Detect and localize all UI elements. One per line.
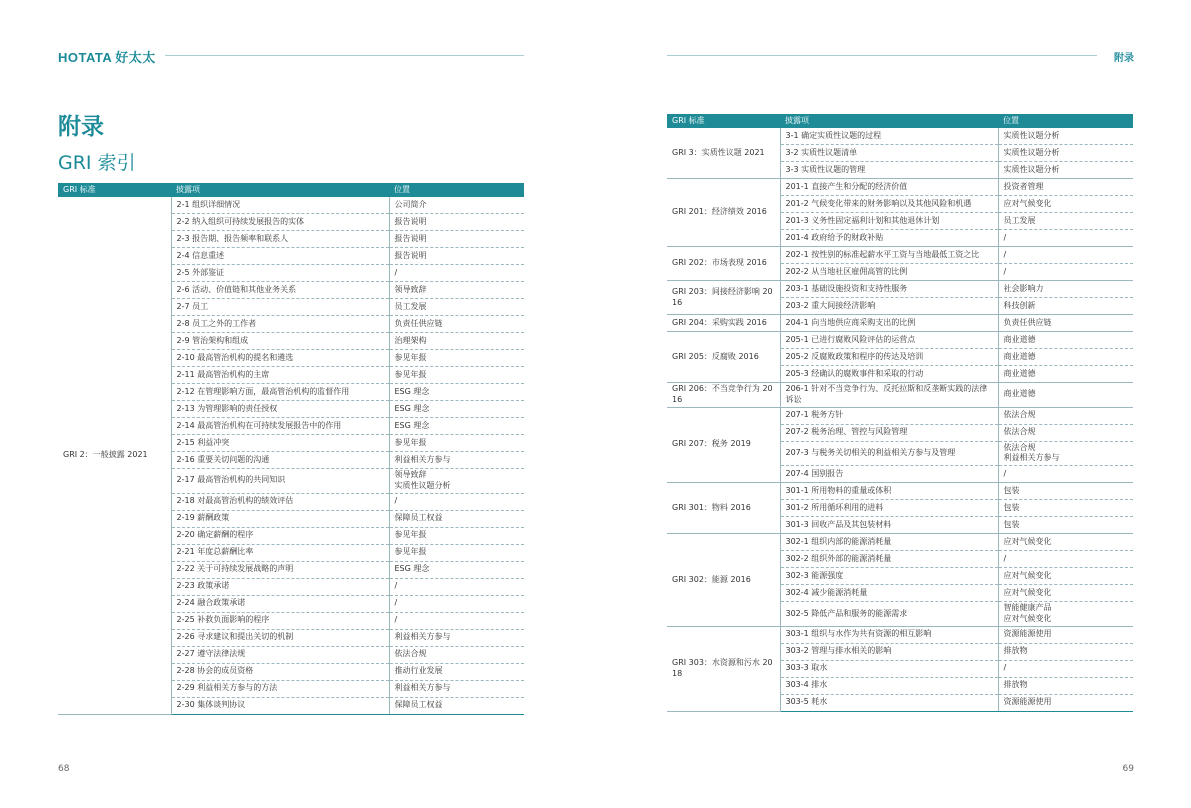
- column-header-disclosure: 披露项: [780, 114, 998, 128]
- disclosure-cell: 205-3 经确认的腐败事件和采取的行动: [780, 366, 998, 383]
- location-cell: 排放物: [998, 643, 1133, 660]
- location-cell: 负责任供应链: [389, 316, 524, 333]
- disclosure-cell: 207-2 税务治理、管控与风险管理: [780, 424, 998, 441]
- location-cell: 依法合规: [998, 424, 1133, 441]
- location-cell: 包装: [998, 517, 1133, 534]
- column-header-standard: GRI 标准: [58, 183, 171, 197]
- disclosure-cell: 302-2 组织外部的能源消耗量: [780, 551, 998, 568]
- location-cell: 利益相关方参与: [389, 680, 524, 697]
- location-cell: ESG 理念: [389, 401, 524, 418]
- table-row: [667, 483, 1133, 500]
- disclosure-cell: 302-1 组织内部的能源消耗量: [780, 534, 998, 551]
- disclosure-cell: 2-19 薪酬政策: [171, 510, 389, 527]
- standard-cell: GRI 206：不当竞争行为 2016: [667, 383, 780, 408]
- disclosure-cell: 2-15 利益冲突: [171, 435, 389, 452]
- disclosure-cell: 2-30 集体谈判协议: [171, 697, 389, 714]
- location-cell: /: [998, 247, 1133, 264]
- location-cell: 实质性议题分析: [998, 128, 1133, 145]
- location-cell: 商业道德: [998, 383, 1133, 408]
- disclosure-cell: 204-1 向当地供应商采购支出的比例: [780, 315, 998, 332]
- location-cell: 应对气候变化: [998, 534, 1133, 551]
- location-cell: 利益相关方参与: [389, 629, 524, 646]
- location-cell: 参见年报: [389, 435, 524, 452]
- gri-index-table-right: [667, 114, 1133, 712]
- column-header-standard: GRI 标准: [667, 114, 780, 128]
- disclosure-cell: 301-2 所用循环利用的进料: [780, 500, 998, 517]
- disclosure-cell: 2-7 员工: [171, 299, 389, 316]
- table-row: [58, 197, 524, 214]
- logo-cn: 好太太: [115, 50, 156, 65]
- location-cell: /: [998, 466, 1133, 483]
- location-cell: /: [998, 551, 1133, 568]
- disclosure-cell: 202-2 从当地社区雇佣高管的比例: [780, 264, 998, 281]
- page-title: 附录: [58, 114, 104, 140]
- location-cell: 包装: [998, 483, 1133, 500]
- disclosure-cell: 207-3 与税务关切相关的利益相关方参与及管理: [780, 441, 998, 466]
- disclosure-cell: 2-20 确定薪酬的程序: [171, 527, 389, 544]
- location-cell: 实质性议题分析: [998, 162, 1133, 179]
- disclosure-cell: 303-4 排水: [780, 677, 998, 694]
- location-cell: /: [998, 230, 1133, 247]
- disclosure-cell: 203-1 基础设施投资和支持性服务: [780, 281, 998, 298]
- location-cell: 智能健康产品 应对气候变化: [998, 602, 1133, 627]
- location-cell: /: [389, 612, 524, 629]
- disclosure-cell: 2-1 组织详细情况: [171, 197, 389, 214]
- location-cell: 依法合规: [389, 646, 524, 663]
- table-row: [667, 128, 1133, 145]
- disclosure-cell: 3-2 实质性议题清单: [780, 145, 998, 162]
- disclosure-cell: 2-6 活动、价值链和其他业务关系: [171, 282, 389, 299]
- location-cell: 应对气候变化: [998, 585, 1133, 602]
- disclosure-cell: 302-4 减少能源消耗量: [780, 585, 998, 602]
- column-header-disclosure: 披露项: [171, 183, 389, 197]
- disclosure-cell: 207-4 国别报告: [780, 466, 998, 483]
- location-cell: 科技创新: [998, 298, 1133, 315]
- location-cell: 商业道德: [998, 332, 1133, 349]
- standard-cell: GRI 207：税务 2019: [667, 407, 780, 483]
- location-cell: /: [389, 595, 524, 612]
- location-cell: 报告说明: [389, 231, 524, 248]
- disclosure-cell: 2-25 补救负面影响的程序: [171, 612, 389, 629]
- standard-cell: GRI 303：水资源和污水 2018: [667, 626, 780, 711]
- table-row: [667, 626, 1133, 643]
- standard-cell: GRI 302：能源 2016: [667, 534, 780, 627]
- disclosure-cell: 2-10 最高管治机构的提名和遴选: [171, 350, 389, 367]
- disclosure-cell: 206-1 针对不当竞争行为、反托拉斯和反垄断实践的法律诉讼: [780, 383, 998, 408]
- location-cell: 参见年报: [389, 527, 524, 544]
- standard-cell: GRI 301：物料 2016: [667, 483, 780, 534]
- disclosure-cell: 2-2 纳入组织可持续发展报告的实体: [171, 214, 389, 231]
- standard-cell: GRI 3：实质性议题 2021: [667, 128, 780, 179]
- disclosure-cell: 2-9 管治架构和组成: [171, 333, 389, 350]
- disclosure-cell: 2-26 寻求建议和提出关切的机制: [171, 629, 389, 646]
- location-cell: 报告说明: [389, 214, 524, 231]
- standard-cell: GRI 202：市场表现 2016: [667, 247, 780, 281]
- disclosure-cell: 2-5 外部鉴证: [171, 265, 389, 282]
- standard-cell: GRI 205：反腐败 2016: [667, 332, 780, 383]
- disclosure-cell: 2-14 最高管治机构在可持续发展报告中的作用: [171, 418, 389, 435]
- disclosure-cell: 2-29 利益相关方参与的方法: [171, 680, 389, 697]
- page-number-right: 69: [1122, 764, 1134, 774]
- location-cell: 公司简介: [389, 197, 524, 214]
- brand-logo: [58, 47, 156, 66]
- disclosure-cell: 2-18 对最高管治机构的绩效评估: [171, 493, 389, 510]
- disclosure-cell: 303-1 组织与水作为共有资源的相互影响: [780, 626, 998, 643]
- location-cell: 参见年报: [389, 350, 524, 367]
- standard-cell: GRI 201：经济绩效 2016: [667, 179, 780, 247]
- disclosure-cell: 302-5 降低产品和服务的能源需求: [780, 602, 998, 627]
- disclosure-cell: 3-1 确定实质性议题的过程: [780, 128, 998, 145]
- location-cell: 商业道德: [998, 349, 1133, 366]
- table-row: [667, 534, 1133, 551]
- disclosure-cell: 2-24 融合政策承诺: [171, 595, 389, 612]
- location-cell: 包装: [998, 500, 1133, 517]
- disclosure-cell: 2-27 遵守法律法规: [171, 646, 389, 663]
- location-cell: ESG 理念: [389, 418, 524, 435]
- location-cell: /: [389, 265, 524, 282]
- table-row: [667, 247, 1133, 264]
- disclosure-cell: 2-23 政策承诺: [171, 578, 389, 595]
- disclosure-cell: 301-1 所用物料的重量或体积: [780, 483, 998, 500]
- disclosure-cell: 2-17 最高管治机构的共同知识: [171, 469, 389, 494]
- location-cell: 参见年报: [389, 367, 524, 384]
- disclosure-cell: 205-2 反腐败政策和程序的传达及培训: [780, 349, 998, 366]
- location-cell: 依法合规 利益相关方参与: [998, 441, 1133, 466]
- table-row: [667, 332, 1133, 349]
- location-cell: 领导致辞 实质性议题分析: [389, 469, 524, 494]
- location-cell: 排放物: [998, 677, 1133, 694]
- location-cell: 参见年报: [389, 544, 524, 561]
- location-cell: 应对气候变化: [998, 568, 1133, 585]
- location-cell: /: [998, 264, 1133, 281]
- disclosure-cell: 2-12 在管理影响方面，最高管治机构的监督作用: [171, 384, 389, 401]
- section-label: 附录: [1114, 53, 1134, 64]
- disclosure-cell: 2-22 关于可持续发展战略的声明: [171, 561, 389, 578]
- location-cell: 应对气候变化: [998, 196, 1133, 213]
- location-cell: 利益相关方参与: [389, 452, 524, 469]
- disclosure-cell: 201-4 政府给予的财政补贴: [780, 230, 998, 247]
- location-cell: 保障员工权益: [389, 510, 524, 527]
- location-cell: 投资者管理: [998, 179, 1133, 196]
- location-cell: 报告说明: [389, 248, 524, 265]
- disclosure-cell: 201-3 义务性固定福利计划和其他退休计划: [780, 213, 998, 230]
- location-cell: 保障员工权益: [389, 697, 524, 714]
- location-cell: 员工发展: [389, 299, 524, 316]
- location-cell: 资源能源使用: [998, 694, 1133, 711]
- table-header-row: [667, 114, 1133, 128]
- location-cell: 依法合规: [998, 407, 1133, 424]
- logo-latin: HOTATA: [58, 50, 113, 65]
- disclosure-cell: 2-4 信息重述: [171, 248, 389, 265]
- header-rule-left: [165, 55, 524, 56]
- column-header-location: 位置: [389, 183, 524, 197]
- location-cell: 商业道德: [998, 366, 1133, 383]
- table-header-row: [58, 183, 524, 197]
- standard-cell: GRI 2：一般披露 2021: [58, 197, 171, 714]
- location-cell: /: [389, 493, 524, 510]
- location-cell: 社会影响力: [998, 281, 1133, 298]
- disclosure-cell: 3-3 实质性议题的管理: [780, 162, 998, 179]
- disclosure-cell: 203-2 重大间接经济影响: [780, 298, 998, 315]
- disclosure-cell: 2-13 为管理影响的责任授权: [171, 401, 389, 418]
- disclosure-cell: 201-2 气候变化带来的财务影响以及其他风险和机遇: [780, 196, 998, 213]
- standard-cell: GRI 204：采购实践 2016: [667, 315, 780, 332]
- disclosure-cell: 301-3 回收产品及其包装材料: [780, 517, 998, 534]
- table-row: [667, 281, 1133, 298]
- disclosure-cell: 2-8 员工之外的工作者: [171, 316, 389, 333]
- location-cell: 推动行业发展: [389, 663, 524, 680]
- location-cell: ESG 理念: [389, 384, 524, 401]
- location-cell: /: [389, 578, 524, 595]
- disclosure-cell: 2-16 重要关切问题的沟通: [171, 452, 389, 469]
- disclosure-cell: 2-11 最高管治机构的主席: [171, 367, 389, 384]
- disclosure-cell: 207-1 税务方针: [780, 407, 998, 424]
- disclosure-cell: 201-1 直接产生和分配的经济价值: [780, 179, 998, 196]
- location-cell: 员工发展: [998, 213, 1133, 230]
- location-cell: 负责任供应链: [998, 315, 1133, 332]
- location-cell: 资源能源使用: [998, 626, 1133, 643]
- table-row: [667, 383, 1133, 408]
- location-cell: /: [998, 660, 1133, 677]
- location-cell: ESG 理念: [389, 561, 524, 578]
- location-cell: 实质性议题分析: [998, 145, 1133, 162]
- disclosure-cell: 205-1 已进行腐败风险评估的运营点: [780, 332, 998, 349]
- location-cell: 治理架构: [389, 333, 524, 350]
- disclosure-cell: 303-5 耗水: [780, 694, 998, 711]
- disclosure-cell: 2-28 协会的成员资格: [171, 663, 389, 680]
- table-row: [667, 407, 1133, 424]
- disclosure-cell: 2-3 报告期、报告频率和联系人: [171, 231, 389, 248]
- page-number-left: 68: [58, 764, 70, 774]
- column-header-location: 位置: [998, 114, 1133, 128]
- disclosure-cell: 303-3 取水: [780, 660, 998, 677]
- standard-cell: GRI 203：间接经济影响 2016: [667, 281, 780, 315]
- table-row: [667, 315, 1133, 332]
- disclosure-cell: 2-21 年度总薪酬比率: [171, 544, 389, 561]
- disclosure-cell: 202-1 按性别的标准起薪水平工资与当地最低工资之比: [780, 247, 998, 264]
- page-subtitle: GRI 索引: [58, 152, 136, 174]
- disclosure-cell: 302-3 能源强度: [780, 568, 998, 585]
- disclosure-cell: 303-2 管理与排水相关的影响: [780, 643, 998, 660]
- table-row: [667, 179, 1133, 196]
- gri-index-table-left: [58, 183, 524, 715]
- header-rule-right: [667, 55, 1097, 56]
- location-cell: 领导致辞: [389, 282, 524, 299]
